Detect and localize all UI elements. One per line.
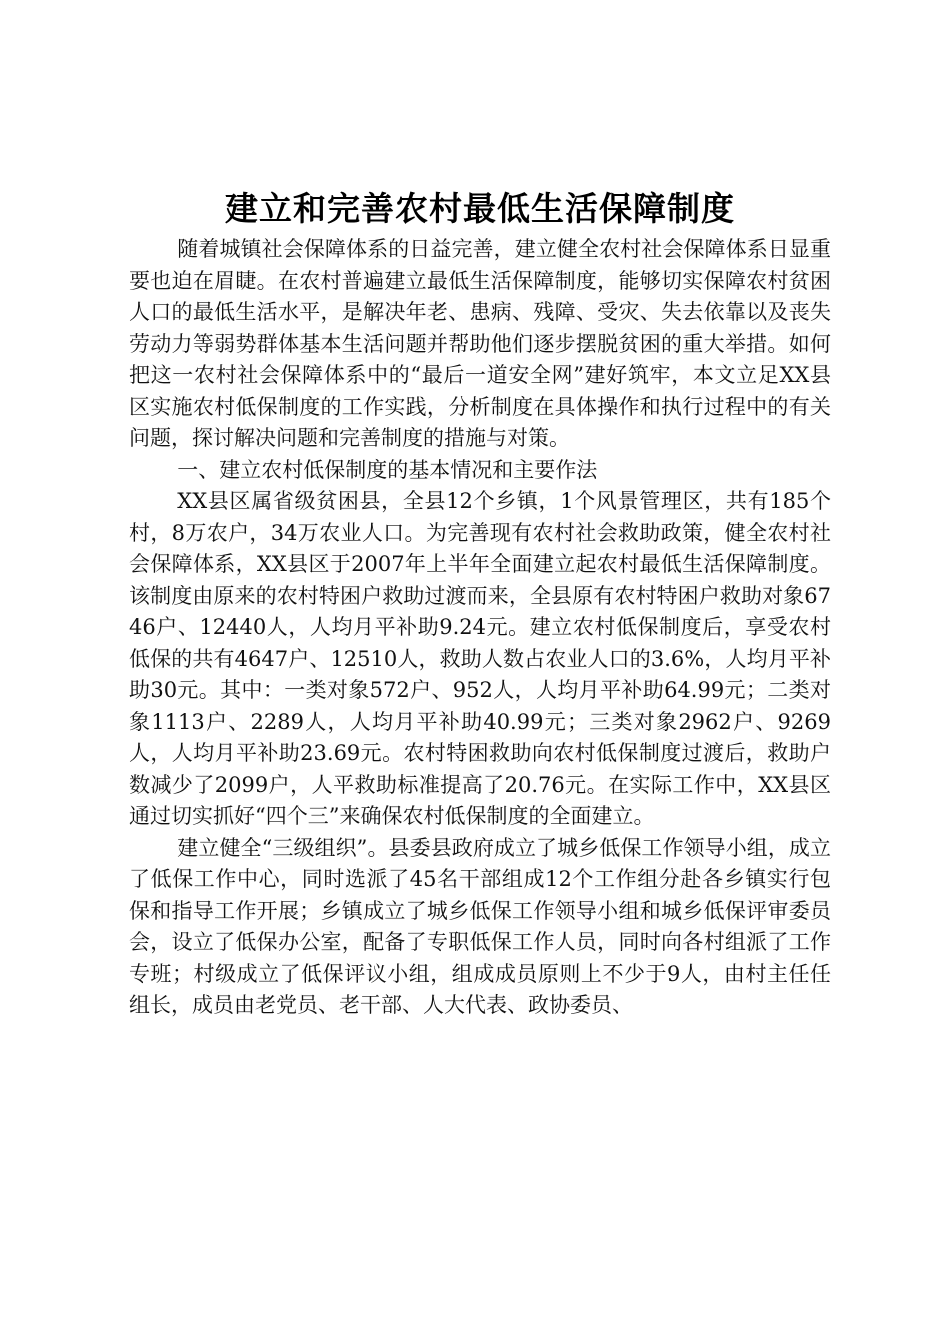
document-page <box>129 184 831 1022</box>
paragraph-basic-situation: XX县区属省级贫困县，全县12个乡镇，1个风景管理区，共有185个村，8万农户，34万农业人口。为完善现有农村社会救助政策，健全农村社会保障体系，XX县区于2007年上半年全面建立起农村最低生活保障制度。该制度由原来的农村特困户救助过渡而来，全县原有农村特困户救助对象6746户、12440人，人均月平补助9.24元。建立农村低保制度后，享受农村低保的共有4647户、12510人，救助人数占农业人口的3.6%，人均月平补助30元。其中：一类对象572户、952人，人均月平补助64.99元；二类对象1113户、2289人，人均月平补助40.99元；三类对象2962户、9269人，人均月平补助23.69元。农村特困救助向农村低保制度过渡后，救助户数减少了2099户，人平救助标准提高了20.76元。在实际工作中，XX县区通过切实抓好“四个三”来确保农村低保制度的全面建立。 <box>129 489 831 828</box>
paragraph-three-level-organization: 建立健全“三级组织”。县委县政府成立了城乡低保工作领导小组，成立了低保工作中心，同时选派了45名干部组成12个工作组分赴各乡镇实行包保和指导工作开展；乡镇成立了城乡低保工作领导小组和城乡低保评审委员会，设立了低保办公室，配备了专职低保工作人员，同时向各村组派了工作专班；村级成立了低保评议小组，组成成员原则上不少于9人，由村主任任组长，成员由老党员、老干部、人大代表、政协委员、 <box>129 835 831 1017</box>
section-heading-1: 一、建立农村低保制度的基本情况和主要作法 <box>177 457 598 482</box>
document-title: 建立和完善农村最低生活保障制度 <box>225 189 735 228</box>
paragraph-intro: 随着城镇社会保障体系的日益完善，建立健全农村社会保障体系日显重要也迫在眉睫。在农村普遍建立最低生活保障制度，能够切实保障农村贫困人口的最低生活水平，是解决年老、患病、残障、受灾、失去依靠以及丧失劳动力等弱势群体基本生活问题并帮助他们逐步摆脱贫困的重大举措。如何把这一农村社会保障体系中的“最后一道安全网”建好筑牢，本文立足XX县区实施农村低保制度的工作实践，分析制度在具体操作和执行过程中的有关问题，探讨解决问题和完善制度的措施与对策。 <box>129 237 831 450</box>
